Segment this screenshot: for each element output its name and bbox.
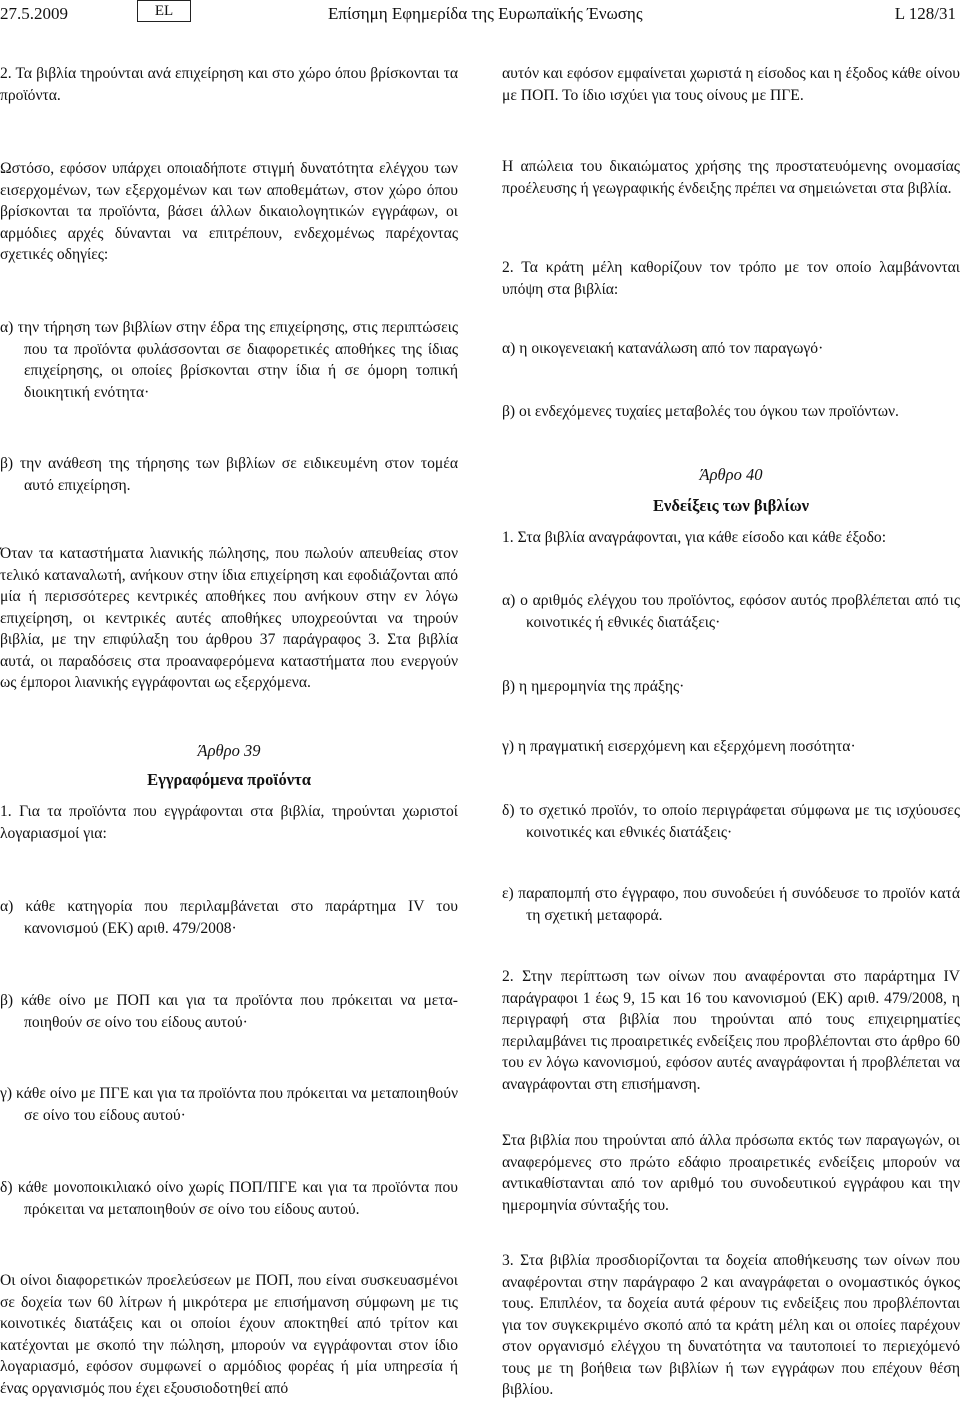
paragraph: 2. Στην περίπτωση των οίνων που αναφέρονται στο παράρτημα IV παράγραφοι 1 έως 9, 15 και 16 του κανονισμού (ΕΚ) αριθ. 479/2008, η περιγραφή στα βιβλία που τηρούνται από τους επιχειρηματίες περιλαμβάνει τις προαιρετικές ενδείξεις που προβλέπονται στο άρθρο 60 του εν λόγω κανονισμού, εφόσον αυτές αναγράφονται ή προβλέπεται να αναγράφονται στη επισήμανση. <box>502 968 960 1093</box>
paragraph: Όταν τα καταστήματα λιανικής πώλησης, που πωλούν απευθείας στον τελικό καταναλωτή, ανήκουν στην ίδια επιχείρηση και εφοδιάζονται από μία ή περισσότερες κεντρικές αποθήκες που ανήκουν στην εν λόγω επιχείρηση, οι κεντρικές αυτές αποθήκες υποχρεούνται να τηρούν βιβλία, με την επιφύλαξη του άρθρου 37 παράγραφος 3. Στα βιβλία αυτά, οι παραδόσεις στα προαναφερόμενα καταστήματα που ενεργούν ως έμποροι λιανικής εγγράφονται ως εξερχόμενα. <box>0 545 458 691</box>
journal-title: Επίσημη Εφημερίδα της Ευρωπαϊκής Ένωσης <box>328 4 643 23</box>
paragraph: Ωστόσο, εφόσον υπάρχει οποιαδήποτε στιγμή δυνατότητα ελέγχου των εισερχομένων, των εξερχομένων και των αποθεμάτων, στον χώρο όπου βρίσκονται τα προϊόντα, βάσει άλλων δικαιολογητικών εγγράφων, οι αρμόδιες αρχές δύνανται να επιτρέπουν, ενδεχομένως παρέχοντας σχετικές οδηγίες: <box>0 160 458 263</box>
article-number: Άρθρο 39 <box>197 741 261 760</box>
list-item: ε) παραπομπή στο έγγραφο, που συνοδεύει ή συνόδευσε το προϊόν κατά τη σχετική μεταφορά. <box>502 885 960 924</box>
article-heading: Ενδείξεις των βιβλίων <box>652 496 810 515</box>
article-number: Άρθρο 40 <box>699 465 763 484</box>
list-item: β) την ανάθεση της τήρησης των βιβλίων σε ειδικευμένη στον τομέα αυτό επιχείρηση. <box>0 455 458 494</box>
list-item: α) την τήρηση των βιβλίων στην έδρα της επιχείρησης, στις περιπτώσεις που τα προϊόντα φυλάσσονται σε διαφορετικές αποθήκες της ίδιας επιχείρησης, οι οποίες βρίσκονται στην ίδια ή σε όμορη τοπική διοικητική ενότητα· <box>0 319 458 401</box>
list-item: γ) κάθε οίνο με ΠΓΕ και για τα προϊόντα που πρόκειται να μεταποιηθούν σε οίνο του είδους αυτού· <box>0 1085 458 1124</box>
paragraph: Στα βιβλία που τηρούνται από άλλα πρόσωπα εκτός των παραγωγών, οι αναφερόμενες στο πρώτο εδάφιο προαιρετικές ενδείξεις μπορούν να αντικαθίστανται από τον αριθμό του συνοδευτικού εγγράφου και την ημερομηνία σύνταξής του. <box>502 1132 960 1214</box>
list-item: β) οι ενδεχόμενες τυχαίες μεταβολές του όγκου των προϊόντων. <box>502 403 899 420</box>
publication-date: 27.5.2009 <box>0 4 68 23</box>
paragraph: 1. Στα βιβλία αναγράφονται, για κάθε είσοδο και κάθε έξοδο: <box>502 529 887 546</box>
list-item: α) η οικογενειακή κατανάλωση από τον παραγωγό· <box>502 340 824 357</box>
paragraph: 2. Τα βιβλία τηρούνται ανά επιχείρηση και στο χώρο όπου βρίσκονται τα προϊόντα. <box>0 65 458 104</box>
list-item: δ) το σχετικό προϊόν, το οποίο περιγράφεται σύμφωνα με τις ισχύουσες κοινοτικές και εθνικές διατάξεις· <box>502 802 960 841</box>
list-item: γ) η πραγματική εισερχόμενη και εξερχόμενη ποσότητα· <box>502 738 856 755</box>
paragraph: 1. Για τα προϊόντα που εγγράφονται στα βιβλία, τηρούνται χωριστοί λογαριασμοί για: <box>0 803 458 842</box>
paragraph: αυτόν και εφόσον εμφαίνεται χωριστά η είσοδος και η έξοδος κάθε οίνου με ΠΟΠ. Το ίδιο ισχύει για τους οίνους με ΠΓΕ. <box>502 65 960 104</box>
paragraph: 3. Στα βιβλία προσδιορίζονται τα δοχεία αποθήκευσης των οίνων που αναφέρονται στην παράγραφο 2 και αναγράφεται ο ονομαστικός όγκος τους. Επιπλέον, τα δοχεία αυτά φέρουν τις ενδείξεις που προβλέπονται για τον συγκεκριμένο σκοπό από τα κράτη μέλη και οι οποίες παρέχουν στον οργανισμό ελέγχου τη δυνατότητα να ταυτοποιεί το περιεχόμενό τους με τη βοήθεια των βιβλίων ή των εγγράφων που επέχουν θέση βιβλίου. <box>502 1252 960 1398</box>
list-item: δ) κάθε μονοποικιλιακό οίνο χωρίς ΠΟΠ/ΠΓΕ και για τα προϊόντα που πρόκειται να μεταποιηθούν σε οίνο του είδους αυτού. <box>0 1179 458 1218</box>
page-reference: L 128/31 <box>894 4 956 23</box>
list-item: α) ο αριθμός ελέγχου του προϊόντος, εφόσον αυτός προβλέπεται από τις κοινοτικές ή εθνικές διατάξεις· <box>502 592 960 631</box>
list-item: α) κάθε κατηγορία που περιλαμβάνεται στο παράρτημα IV του κανονισμού (ΕΚ) αριθ. 479/2008· <box>0 898 458 937</box>
paragraph: Οι οίνοι διαφορετικών προελεύσεων με ΠΟΠ, που είναι συσκευασμένοι σε δοχεία των 60 λίτρων ή μικρότερα με επισήμανση σύμφωνη με τις κοινοτικές διατάξεις και οι οποίοι έχουν αποκτηθεί από τρίτον και κατέχονται με σκοπό την πώληση, μπορούν να εγγράφονται στον ίδιο λογαριασμό, εφόσον συμφωνεί ο αρμόδιος φορέας ή μία υπηρεσία ή ένας οργανισμός που έχει εξουσιοδοτηθεί από <box>0 1272 458 1397</box>
list-item: β) η ημερομηνία της πράξης· <box>502 678 685 695</box>
list-item: β) κάθε οίνο με ΠΟΠ και για τα προϊόντα που πρόκειται να μεταποιηθούν σε οίνο του είδους αυτού· <box>0 992 458 1031</box>
page-header <box>0 0 960 26</box>
article-heading: Εγγραφόμενα προϊόντα <box>147 770 311 789</box>
paragraph: Η απώλεια του δικαιώματος χρήσης της προστατευόμενης ονομασίας προέλευσης ή γεωγραφικής ένδειξης πρέπει να σημειώνεται στα βιβλία. <box>502 158 960 197</box>
paragraph: 2. Τα κράτη μέλη καθορίζουν τον τρόπο με τον οποίο λαμβάνονται υπόψη στα βιβλία: <box>502 259 960 298</box>
language-code-box: EL <box>137 0 191 22</box>
